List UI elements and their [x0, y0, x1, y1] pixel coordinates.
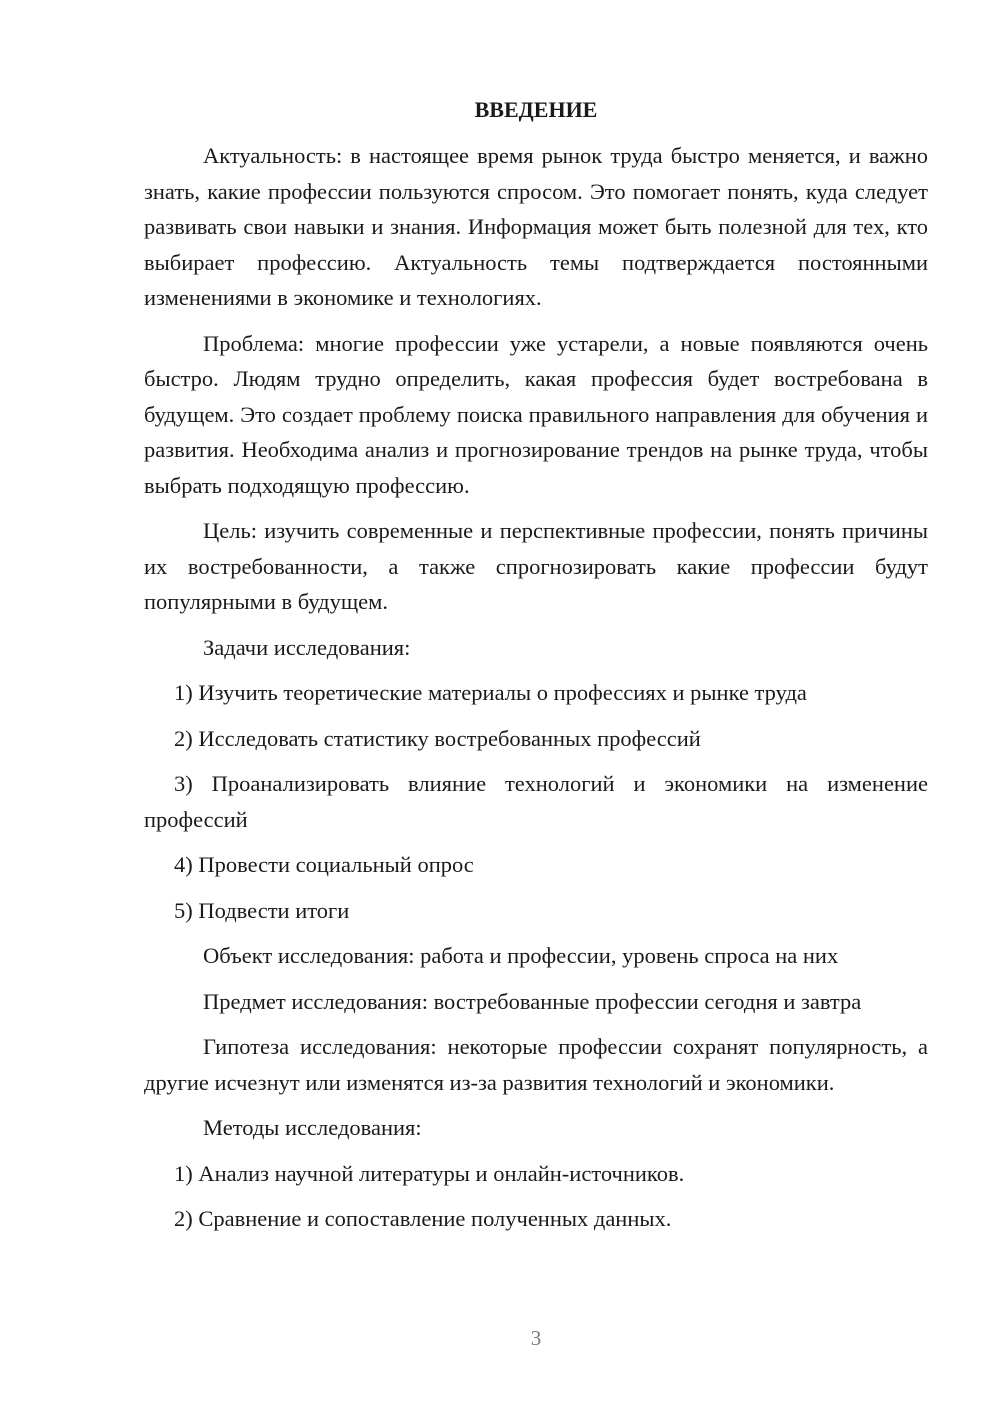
hypothesis-paragraph: Гипотеза исследования: некоторые профессии сохранят популярность, а другие исчезнут или изменятся из-за развития технологий и экономики. [144, 1034, 928, 1095]
tasks-heading: Задачи исследования: [203, 634, 411, 660]
goal-paragraph: Цель: изучить современные и перспективные профессии, понять причины их востребованности, а также спрогнозировать какие профессии будут популярными в будущем. [144, 518, 928, 614]
task-item-1: 1) Изучить теоретические материалы о профессиях и рынке труда [174, 680, 807, 705]
task-item-4: 4) Провести социальный опрос [174, 852, 474, 877]
task-item-3: 3) Проанализировать влияние технологий и экономики на изменение профессий [144, 771, 928, 832]
method-item-1: 1) Анализ научной литературы и онлайн-источников. [174, 1160, 685, 1186]
document-body [144, 92, 928, 1247]
page-number: 3 [530, 1326, 542, 1350]
task-item-2: 2) Исследовать статистику востребованных профессий [174, 725, 701, 751]
method-item-2: 2) Сравнение и сопоставление полученных данных. [174, 1206, 672, 1231]
subject-paragraph: Предмет исследования: востребованные профессии сегодня и завтра [203, 988, 862, 1014]
methods-heading: Методы исследования: [203, 1115, 422, 1140]
section-title: ВВЕДЕНИЕ [474, 97, 598, 122]
object-paragraph: Объект исследования: работа и профессии, уровень спроса на них [203, 943, 839, 968]
relevance-paragraph: Актуальность: в настоящее время рынок труда быстро меняется, и важно знать, какие профессии пользуются спросом. Это помогает понять, куда следует развивать свои навыки и знания. Информация может быть полезной для тех, кто выбирает профессию. Актуальность темы подтверждается постоянными изменениями в экономике и технологиях. [144, 143, 928, 310]
problem-paragraph: Проблема: многие профессии уже устарели, а новые появляются очень быстро. Людям трудно определить, какая профессия будет востребована в будущем. Это создает проблему поиска правильного направления для обучения и развития. Необходима анализ и прогнозирование трендов на рынке труда, чтобы выбрать подходящую профессию. [144, 330, 928, 498]
task-item-5: 5) Подвести итоги [174, 897, 350, 923]
